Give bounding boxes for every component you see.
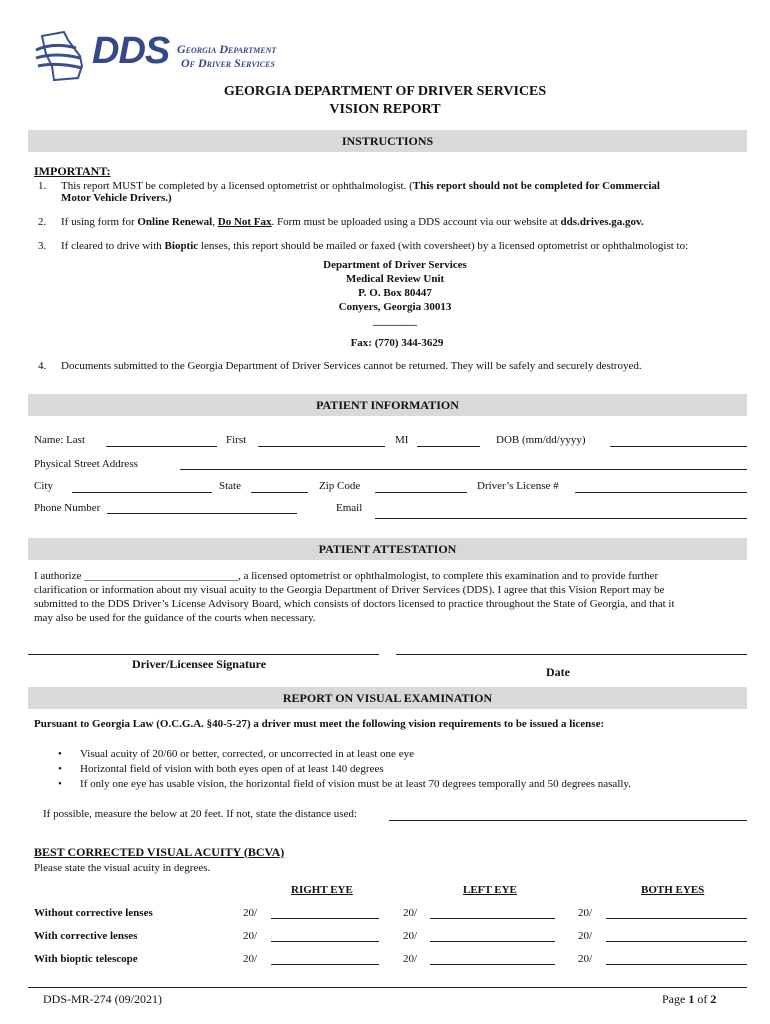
dob-field[interactable] (610, 446, 747, 447)
date-field[interactable] (396, 654, 747, 655)
instruction-2: If using form for Online Renewal, Do Not Fax. Form must be uploaded using a DDS account via our website at dds.drives.ga.gov. (61, 216, 644, 228)
row-without-lenses: Without corrective lenses (34, 907, 153, 919)
mailing-address: Department of Driver Services Medical Review Unit P. O. Box 80447 Conyers, Georgia 30013 ________ (323, 259, 467, 327)
patient-info-heading: PATIENT INFORMATION (28, 394, 747, 416)
zip-label: Zip Code (319, 480, 361, 492)
bioptic-right-field[interactable] (271, 964, 379, 965)
prefix-both: 20/ (578, 907, 593, 919)
street-address-label: Physical Street Address (34, 458, 138, 470)
instruction-1-num: 1. (38, 180, 47, 192)
bcva-heading: BEST CORRECTED VISUAL ACUITY (BCVA) (34, 845, 285, 859)
with-right-field[interactable] (271, 941, 379, 942)
email-label: Email (336, 502, 363, 514)
state-field[interactable] (251, 492, 308, 493)
bcva-note: Please state the visual acuity in degrees. (34, 862, 211, 874)
prefix-left: 20/ (403, 953, 418, 965)
prefix-left: 20/ (403, 907, 418, 919)
logo-line1: Georgia Department (177, 42, 277, 56)
bioptic-left-field[interactable] (430, 964, 555, 965)
zip-field[interactable] (375, 492, 467, 493)
signature-field[interactable] (28, 654, 379, 655)
page-subtitle: VISION REPORT (329, 102, 441, 117)
measure-instruction: If possible, measure the below at 20 feet. If not, state the distance used: (43, 808, 358, 820)
col-right-eye: RIGHT EYE (291, 884, 353, 896)
prefix-right: 20/ (243, 953, 258, 965)
instruction-2-num: 2. (38, 216, 47, 228)
instruction-4: Documents submitted to the Georgia Department of Driver Services cannot be returned. They will be safely and securely destroyed. (61, 360, 642, 372)
row-with-lenses: With corrective lenses (34, 930, 138, 942)
logo-brand: DDS (92, 30, 170, 72)
instructions-heading: INSTRUCTIONS (28, 130, 747, 152)
page-number: Page 1 of 2 (662, 992, 717, 1006)
last-name-field[interactable] (106, 446, 217, 447)
first-name-field[interactable] (258, 446, 385, 447)
without-both-field[interactable] (606, 918, 747, 919)
attestation-text: I authorize ____________________________, a licensed optometrist or ophthalmologist, to complete this examination and to provide further clarification or information about my visual acuity to the Georgia Department of Driver Services (DDS). I agree that this Vision Report may be submitted to the DDS Driver’s License Advisory Board, which consists of doctors licensed to practice throughout the State of Georgia, and that it may also be used for the guidance of the courts when necessary. (34, 570, 675, 624)
fax-number: Fax: (770) 344-3629 (350, 337, 444, 349)
email-field[interactable] (375, 518, 747, 519)
instruction-3: If cleared to drive with Bioptic lenses, this report should be mailed or faxed (with coversheet) by a licensed optometrist or ophthalmologist to: (61, 240, 689, 252)
requirement-1: • Visual acuity of 20/60 or better, corrected, or uncorrected in at least one eye (80, 748, 414, 760)
col-both-eyes: BOTH EYES (641, 884, 705, 896)
requirement-3: • If only one eye has usable vision, the horizontal field of vision must be at least 70 degrees temporally and 50 degrees nasally. (80, 778, 631, 790)
with-both-field[interactable] (606, 941, 747, 942)
requirement-2: • Horizontal field of vision with both eyes open of at least 140 degrees (80, 763, 384, 775)
first-name-label: First (226, 434, 247, 446)
state-label: State (219, 480, 241, 492)
row-bioptic: With bioptic telescope (34, 953, 138, 965)
mi-label: MI (395, 434, 409, 446)
logo-line2: Of Driver Services (181, 56, 275, 70)
instruction-3-num: 3. (38, 240, 47, 252)
important-label: IMPORTANT: (34, 164, 111, 178)
prefix-right: 20/ (243, 930, 258, 942)
phone-field[interactable] (107, 513, 297, 514)
street-address-field[interactable] (180, 469, 747, 470)
dds-logo (34, 26, 279, 84)
last-name-label: Name: Last (34, 434, 86, 446)
license-label: Driver’s License # (477, 480, 559, 492)
prefix-both: 20/ (578, 930, 593, 942)
license-field[interactable] (575, 492, 747, 493)
col-left-eye: LEFT EYE (463, 884, 517, 896)
footer-rule (28, 987, 747, 988)
attestation-heading: PATIENT ATTESTATION (28, 538, 747, 560)
form-id: DDS-MR-274 (09/2021) (43, 992, 162, 1006)
city-field[interactable] (72, 492, 212, 493)
distance-field[interactable] (389, 820, 747, 821)
without-left-field[interactable] (430, 918, 555, 919)
city-label: City (34, 480, 53, 492)
dob-label: DOB (mm/dd/yyyy) (496, 434, 586, 446)
bioptic-both-field[interactable] (606, 964, 747, 965)
exam-heading: REPORT ON VISUAL EXAMINATION (28, 687, 747, 709)
instruction-1: This report MUST be completed by a licensed optometrist or ophthalmologist. (This report should not be completed for Commercial Motor Vehicle Drivers.) (61, 180, 660, 204)
prefix-both: 20/ (578, 953, 593, 965)
prefix-right: 20/ (243, 907, 258, 919)
without-right-field[interactable] (271, 918, 379, 919)
signature-label: Driver/Licensee Signature (132, 657, 267, 671)
page-title: GEORGIA DEPARTMENT OF DRIVER SERVICES (223, 84, 547, 99)
phone-label: Phone Number (34, 502, 101, 514)
prefix-left: 20/ (403, 930, 418, 942)
date-label: Date (546, 665, 570, 679)
law-statement: Pursuant to Georgia Law (O.C.G.A. §40-5-27) a driver must meet the following vision requirements to be issued a license: (34, 718, 605, 730)
georgia-map-icon (34, 26, 94, 84)
instruction-4-num: 4. (38, 360, 47, 372)
mi-field[interactable] (417, 446, 480, 447)
with-left-field[interactable] (430, 941, 555, 942)
